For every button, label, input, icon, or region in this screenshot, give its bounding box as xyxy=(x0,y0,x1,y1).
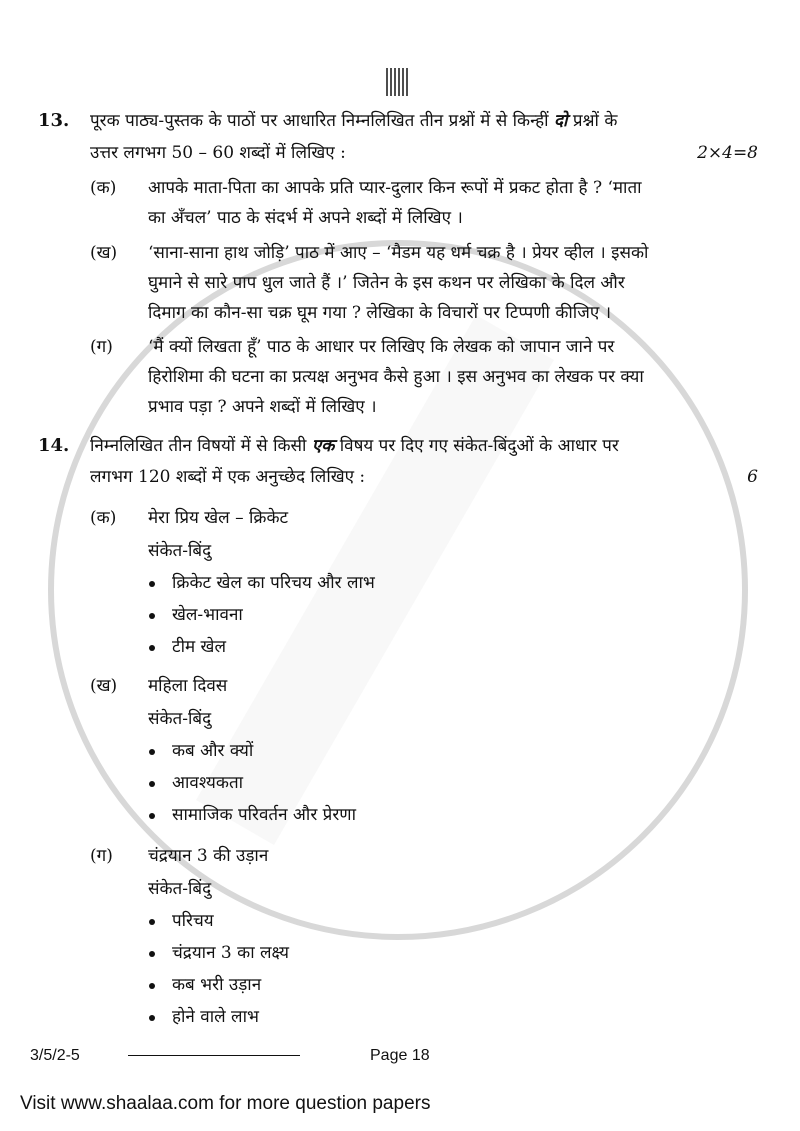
part-label: (ख) xyxy=(90,676,118,696)
hint-point: खेल-भावना xyxy=(172,605,243,625)
bullet-icon xyxy=(149,613,155,619)
part-text: प्रभाव पड़ा ? अपने शब्दों में लिखिए । xyxy=(148,397,377,417)
bullet-icon xyxy=(149,749,155,755)
hint-point: कब और क्यों xyxy=(172,741,254,761)
emphasis: दो xyxy=(554,111,568,131)
part-text: ‘मैं क्यों लिखता हूँ’ पाठ के आधार पर लिखिए कि लेखक को जापान जाने पर xyxy=(148,337,615,357)
hint-point: परिचय xyxy=(172,911,214,931)
part-label: (क) xyxy=(90,178,117,198)
topic-title: चंद्रयान 3 की उड़ान xyxy=(148,846,269,866)
part-text: आपके माता-पिता का आपके प्रति प्यार-दुलार किन रूपों में प्रकट होता है ? ‘माता xyxy=(148,178,642,198)
paper-code: 3/5/2-5 xyxy=(30,1047,80,1064)
part-label: (ग) xyxy=(90,846,113,866)
visit-link[interactable]: Visit www.shaalaa.com for more question papers xyxy=(20,1093,431,1114)
bullet-icon xyxy=(149,1015,155,1021)
marks: 2×4=8 xyxy=(697,143,758,163)
bullet-icon xyxy=(149,581,155,587)
hint-point: क्रिकेट खेल का परिचय और लाभ xyxy=(172,573,375,593)
bullet-icon xyxy=(149,951,155,957)
text: निम्नलिखित तीन विषयों में से किसी xyxy=(90,436,307,456)
part-text: का अँचल’ पाठ के संदर्भ में अपने शब्दों में लिखिए । xyxy=(148,208,463,228)
hint-point: होने वाले लाभ xyxy=(172,1007,259,1027)
topic-title: महिला दिवस xyxy=(148,676,228,696)
question-text: लगभग 120 शब्दों में एक अनुच्छेद लिखिए : xyxy=(90,467,366,487)
bullet-icon xyxy=(149,813,155,819)
hint-point: सामाजिक परिवर्तन और प्रेरणा xyxy=(172,805,357,825)
bullet-icon xyxy=(149,645,155,651)
hint-point: टीम खेल xyxy=(172,637,226,657)
question-text xyxy=(90,435,619,457)
hint-heading: संकेत-बिंदु xyxy=(148,709,212,729)
hint-point: चंद्रयान 3 का लक्ष्य xyxy=(172,943,289,963)
topic-title: मेरा प्रिय खेल – क्रिकेट xyxy=(148,508,289,528)
part-label: (ग) xyxy=(90,337,113,357)
emphasis: एक xyxy=(311,436,335,456)
bullet-icon xyxy=(149,781,155,787)
marks: 6 xyxy=(747,467,758,487)
hint-point: कब भरी उड़ान xyxy=(172,975,262,995)
page-number: Page 18 xyxy=(370,1047,430,1064)
question-text xyxy=(90,110,617,132)
hint-heading: संकेत-बिंदु xyxy=(148,541,212,561)
text: प्रश्नों के xyxy=(572,111,618,131)
qr-code-icon xyxy=(386,68,410,96)
text: विषय पर दिए गए संकेत-बिंदुओं के आधार पर xyxy=(339,436,619,456)
hint-point: आवश्यकता xyxy=(172,773,244,793)
part-label: (ख) xyxy=(90,243,118,263)
bullet-icon xyxy=(149,983,155,989)
text: पूरक पाठ्य-पुस्तक के पाठों पर आधारित निम्नलिखित तीन प्रश्नों में से किन्हीं xyxy=(90,111,549,131)
part-text: दिमाग का कौन-सा चक्र घूम गया ? लेखिका के विचारों पर टिप्पणी कीजिए । xyxy=(148,303,612,323)
hint-heading: संकेत-बिंदु xyxy=(148,879,212,899)
part-text: ‘साना-साना हाथ जोड़ि’ पाठ में आए – ‘मैडम यह धर्म चक्र है । प्रेयर व्हील । इसको xyxy=(148,243,649,263)
part-label: (क) xyxy=(90,508,117,528)
question-number: 13. xyxy=(38,110,70,131)
part-text: घुमाने से सारे पाप धुल जाते हैं ।’ जितेन के इस कथन पर लेखिका के दिल और xyxy=(148,273,625,293)
footer-rule xyxy=(128,1055,300,1056)
bullet-icon xyxy=(149,919,155,925)
question-number: 14. xyxy=(38,435,70,456)
question-text: उत्तर लगभग 50 – 60 शब्दों में लिखिए : xyxy=(90,143,346,163)
part-text: हिरोशिमा की घटना का प्रत्यक्ष अनुभव कैसे हुआ । इस अनुभव का लेखक पर क्या xyxy=(148,367,644,387)
